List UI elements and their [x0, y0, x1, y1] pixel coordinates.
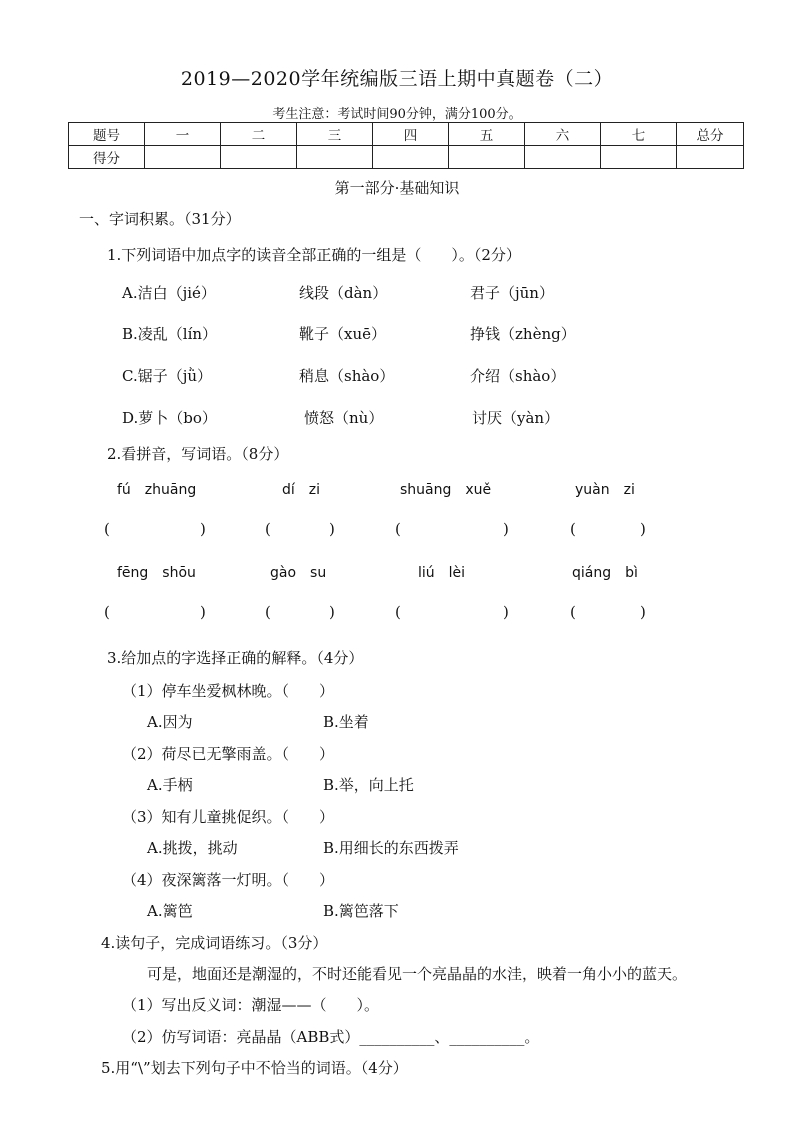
- q1-option-b[interactable]: B.凌乱（lín）: [122, 325, 218, 343]
- pinyin-prompt: shuāng xuě: [400, 482, 492, 498]
- q3-option-a[interactable]: A.篱笆: [147, 902, 193, 920]
- q1-option-d[interactable]: D.萝卜（bo）: [122, 409, 217, 427]
- pinyin-prompt: dí zi: [282, 482, 321, 498]
- question-3-stem: 3.给加点的字选择正确的解释。（4分）: [107, 649, 364, 667]
- answer-blank[interactable]: [115, 518, 199, 538]
- answer-blank[interactable]: [581, 601, 639, 621]
- answer-open-paren: (: [395, 603, 401, 621]
- answer-blank[interactable]: [276, 518, 328, 538]
- answer-close-paren: ): [640, 603, 646, 621]
- table-cell: 五: [449, 123, 525, 146]
- table-cell: 四: [373, 123, 449, 146]
- answer-open-paren: (: [265, 603, 271, 621]
- question-4-stem: 4.读句子，完成词语练习。（3分）: [101, 934, 328, 952]
- answer-close-paren: ): [329, 520, 335, 538]
- q3-option-b[interactable]: B.用细长的东西拨弄: [323, 839, 459, 857]
- q3-item-4: （4）夜深篱落一灯明。（ ）: [122, 871, 335, 889]
- table-cell: 得分: [69, 146, 145, 169]
- q1-word: 稍息（shào）: [299, 367, 395, 385]
- answer-blank[interactable]: [276, 601, 328, 621]
- answer-open-paren: (: [395, 520, 401, 538]
- score-input-cell[interactable]: [145, 146, 221, 169]
- score-input-cell[interactable]: [525, 146, 601, 169]
- answer-blank[interactable]: [115, 601, 199, 621]
- pinyin-prompt: yuàn zi: [575, 482, 635, 498]
- answer-close-paren: ): [200, 603, 206, 621]
- table-cell: 六: [525, 123, 601, 146]
- q4-sub-1[interactable]: （1）写出反义词：潮湿——（ ）。: [122, 996, 380, 1014]
- q4-sentence: 可是，地面还是潮湿的，不时还能看见一个亮晶晶的水洼，映着一角小小的蓝天。: [147, 965, 688, 983]
- table-cell: 三: [297, 123, 373, 146]
- answer-blank[interactable]: [406, 518, 502, 538]
- q3-option-b[interactable]: B.篱笆落下: [323, 902, 399, 920]
- table-row: [69, 123, 744, 146]
- question-1-stem: 1.下列词语中加点字的读音全部正确的一组是（ ）。（2分）: [107, 246, 521, 264]
- q1-word: 靴子（xuē）: [299, 325, 386, 343]
- q1-word: 介绍（shào）: [470, 367, 566, 385]
- score-table: [68, 122, 744, 169]
- answer-blank[interactable]: [406, 601, 502, 621]
- q3-option-a[interactable]: A.因为: [147, 713, 193, 731]
- score-input-cell[interactable]: [677, 146, 744, 169]
- score-input-cell[interactable]: [297, 146, 373, 169]
- question-5-stem: 5.用“\”划去下列句子中不恰当的词语。（4分）: [101, 1059, 408, 1077]
- answer-open-paren: (: [570, 520, 576, 538]
- part-title: 第一部分·基础知识: [334, 179, 460, 197]
- answer-open-paren: (: [570, 603, 576, 621]
- q3-item-2: （2）荷尽已无擎雨盖。（ ）: [122, 745, 335, 763]
- q3-item-3: （3）知有儿童挑促织。（ ）: [122, 808, 335, 826]
- q1-word: 讨厌（yàn）: [472, 409, 560, 427]
- table-cell: 一: [145, 123, 221, 146]
- q3-item-1: （1）停车坐爱枫林晚。（ ）: [122, 682, 335, 700]
- answer-open-paren: (: [104, 603, 110, 621]
- answer-blank[interactable]: [581, 518, 639, 538]
- score-input-cell[interactable]: [373, 146, 449, 169]
- q3-option-a[interactable]: A.手柄: [147, 776, 193, 794]
- pinyin-prompt: gào su: [270, 565, 327, 581]
- table-cell: 七: [601, 123, 677, 146]
- pinyin-prompt: fēng shōu: [117, 565, 196, 581]
- table-row: [69, 146, 744, 169]
- answer-close-paren: ): [640, 520, 646, 538]
- section-heading: 一、字词积累。（31分）: [79, 210, 241, 228]
- q1-word: 挣钱（zhèng）: [470, 325, 576, 343]
- exam-title: 2019—2020学年统编版三语上期中真题卷（二）: [180, 68, 614, 90]
- pinyin-prompt: liú lèi: [418, 565, 466, 581]
- pinyin-prompt: qiáng bì: [572, 565, 638, 581]
- table-cell: 总分: [677, 123, 744, 146]
- q4-sub-2[interactable]: （2）仿写词语：亮晶晶（ABB式）__________、__________。: [122, 1028, 540, 1046]
- q1-word: 愤怒（nù）: [304, 409, 384, 427]
- q1-option-c[interactable]: C.锯子（jǜ）: [122, 367, 213, 385]
- answer-open-paren: (: [265, 520, 271, 538]
- q3-option-b[interactable]: B.举，向上托: [323, 776, 414, 794]
- answer-close-paren: ): [503, 603, 509, 621]
- q3-option-a[interactable]: A.挑拨，挑动: [147, 839, 238, 857]
- table-cell: 题号: [69, 123, 145, 146]
- q3-option-b[interactable]: B.坐着: [323, 713, 369, 731]
- answer-open-paren: (: [104, 520, 110, 538]
- question-2-stem: 2.看拼音，写词语。（8分）: [107, 445, 289, 463]
- score-input-cell[interactable]: [449, 146, 525, 169]
- q1-option-a[interactable]: A.洁白（jié）: [122, 284, 216, 302]
- q1-word: 君子（jūn）: [470, 284, 554, 302]
- answer-close-paren: ): [200, 520, 206, 538]
- table-cell: 二: [221, 123, 297, 146]
- answer-close-paren: ): [329, 603, 335, 621]
- pinyin-prompt: fú zhuāng: [117, 482, 197, 498]
- score-input-cell[interactable]: [221, 146, 297, 169]
- exam-notice: 考生注意：考试时间90分钟，满分100分。: [272, 107, 522, 122]
- score-input-cell[interactable]: [601, 146, 677, 169]
- q1-word: 线段（dàn）: [299, 284, 388, 302]
- answer-close-paren: ): [503, 520, 509, 538]
